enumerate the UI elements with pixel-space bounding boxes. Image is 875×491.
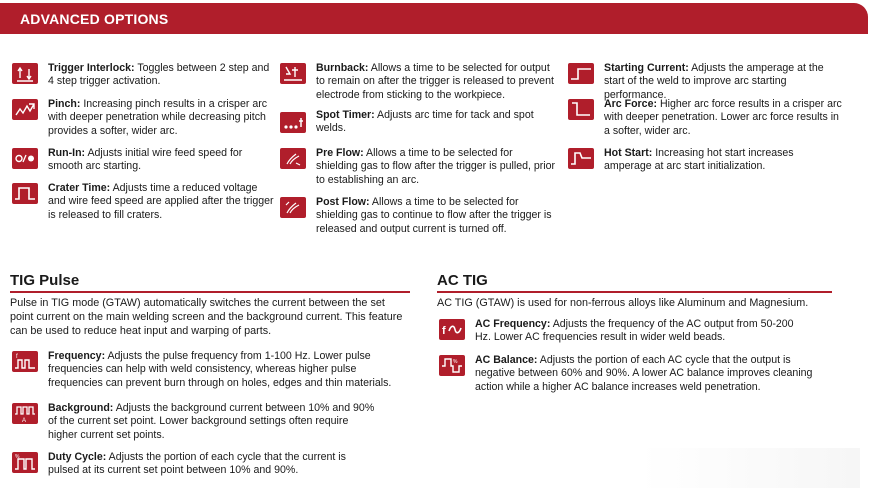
pinch-icon xyxy=(12,99,38,120)
option-crater-time: Crater Time: Adjusts time a reduced voltage and wire feed speed are applied after the trigger is released to fill craters. xyxy=(12,182,272,224)
crater-time-icon xyxy=(12,183,38,204)
svg-text:%: % xyxy=(453,359,458,365)
starting-current-icon xyxy=(568,63,594,84)
tig-pulse-heading: TIG Pulse xyxy=(10,272,80,289)
run-in-icon xyxy=(12,148,38,169)
svg-text:A: A xyxy=(22,418,27,424)
option-run-in: Run-In: Adjusts initial wire feed speed for smooth arc starting. xyxy=(12,147,272,175)
spot-timer-icon xyxy=(280,112,306,133)
ac-frequency-icon xyxy=(439,319,465,340)
svg-text:f: f xyxy=(16,354,18,360)
option-pre-flow: Pre Flow: Allows a time to be selected for shielding gas to flow after the trigger is pulled, prior to establishing an arc. xyxy=(280,147,555,189)
ac-tig-rule xyxy=(437,291,832,293)
option-background: A Background: Adjusts the background current between 10% and 90% of the current set point. Lower background settings often require higher current set points. xyxy=(12,402,412,444)
option-duty-cycle: % Duty Cycle: Adjusts the portion of each cycle that the current is pulsed at its current set point between 10% and 90%. xyxy=(12,451,412,481)
post-flow-icon xyxy=(280,197,306,218)
option-arc-force: Arc Force: Higher arc force results in a crisper arc with deeper penetration. Lower arc force results in a softer, wider arc. xyxy=(568,98,843,140)
ac-tig-heading: AC TIG xyxy=(437,272,488,289)
tig-pulse-intro: Pulse in TIG mode (GTAW) automatically switches the current between the set point current on the main welding screen and the background current. This feature can be used to reduce heat input and warping of parts. xyxy=(10,297,403,337)
duty-cycle-icon xyxy=(12,452,38,473)
svg-text:%: % xyxy=(15,454,20,460)
tig-pulse-rule xyxy=(10,291,410,293)
frequency-icon xyxy=(12,351,38,372)
trigger-interlock-icon xyxy=(12,63,38,84)
option-starting-current: Starting Current: Adjusts the amperage at the start of the weld to improve arc starting performance. xyxy=(568,62,843,92)
svg-text:f: f xyxy=(442,325,446,337)
option-pinch: Pinch: Increasing pinch results in a crisper arc with deeper penetration while decreasing pitch provides a softer, wider arc. xyxy=(12,98,272,140)
option-frequency: f Frequency: Adjusts the pulse frequency from 1-100 Hz. Lower pulse frequencies can help with weld consistency, whereas higher pulse frequencies can prevent burn through on holes, edges and thin materials. xyxy=(12,350,412,392)
option-ac-frequency: f AC Frequency: Adjusts the frequency of the AC output from 50-200 Hz. Lower AC frequencies result in wider weld beads. xyxy=(439,318,839,348)
ac-tig-intro: AC TIG (GTAW) is used for non-ferrous alloys like Aluminum and Magnesium. xyxy=(437,297,809,309)
banner-title: ADVANCED OPTIONS xyxy=(20,11,169,27)
option-spot-timer: Spot Timer: Adjusts arc time for tack and spot welds. xyxy=(280,109,555,137)
option-hot-start: Hot Start: Increasing hot start increases amperage at arc start initialization. xyxy=(568,147,843,175)
option-burnback: Burnback: Allows a time to be selected for output to remain on after the trigger is released to prevent electrode from sticking to the workpiece. xyxy=(280,62,555,104)
option-ac-balance: % AC Balance: Adjusts the portion of each AC cycle that the output is negative between 60% and 90%. A lower AC balance improves cleaning action while a higher AC balance increases weld penetration. xyxy=(439,354,839,396)
decorative-fade xyxy=(640,448,860,488)
option-post-flow: Post Flow: Allows a time to be selected for shielding gas to continue to flow after the trigger is released and output current is turned off. xyxy=(280,196,555,238)
background-icon xyxy=(12,403,38,424)
burnback-icon xyxy=(280,63,306,84)
ac-balance-icon xyxy=(439,355,465,376)
option-trigger-interlock: Trigger Interlock: Toggles between 2 step and 4 step trigger activation. xyxy=(12,62,272,92)
hot-start-icon xyxy=(568,148,594,169)
arc-force-icon xyxy=(568,99,594,120)
advanced-options-banner xyxy=(0,3,868,34)
pre-flow-icon xyxy=(280,148,306,169)
